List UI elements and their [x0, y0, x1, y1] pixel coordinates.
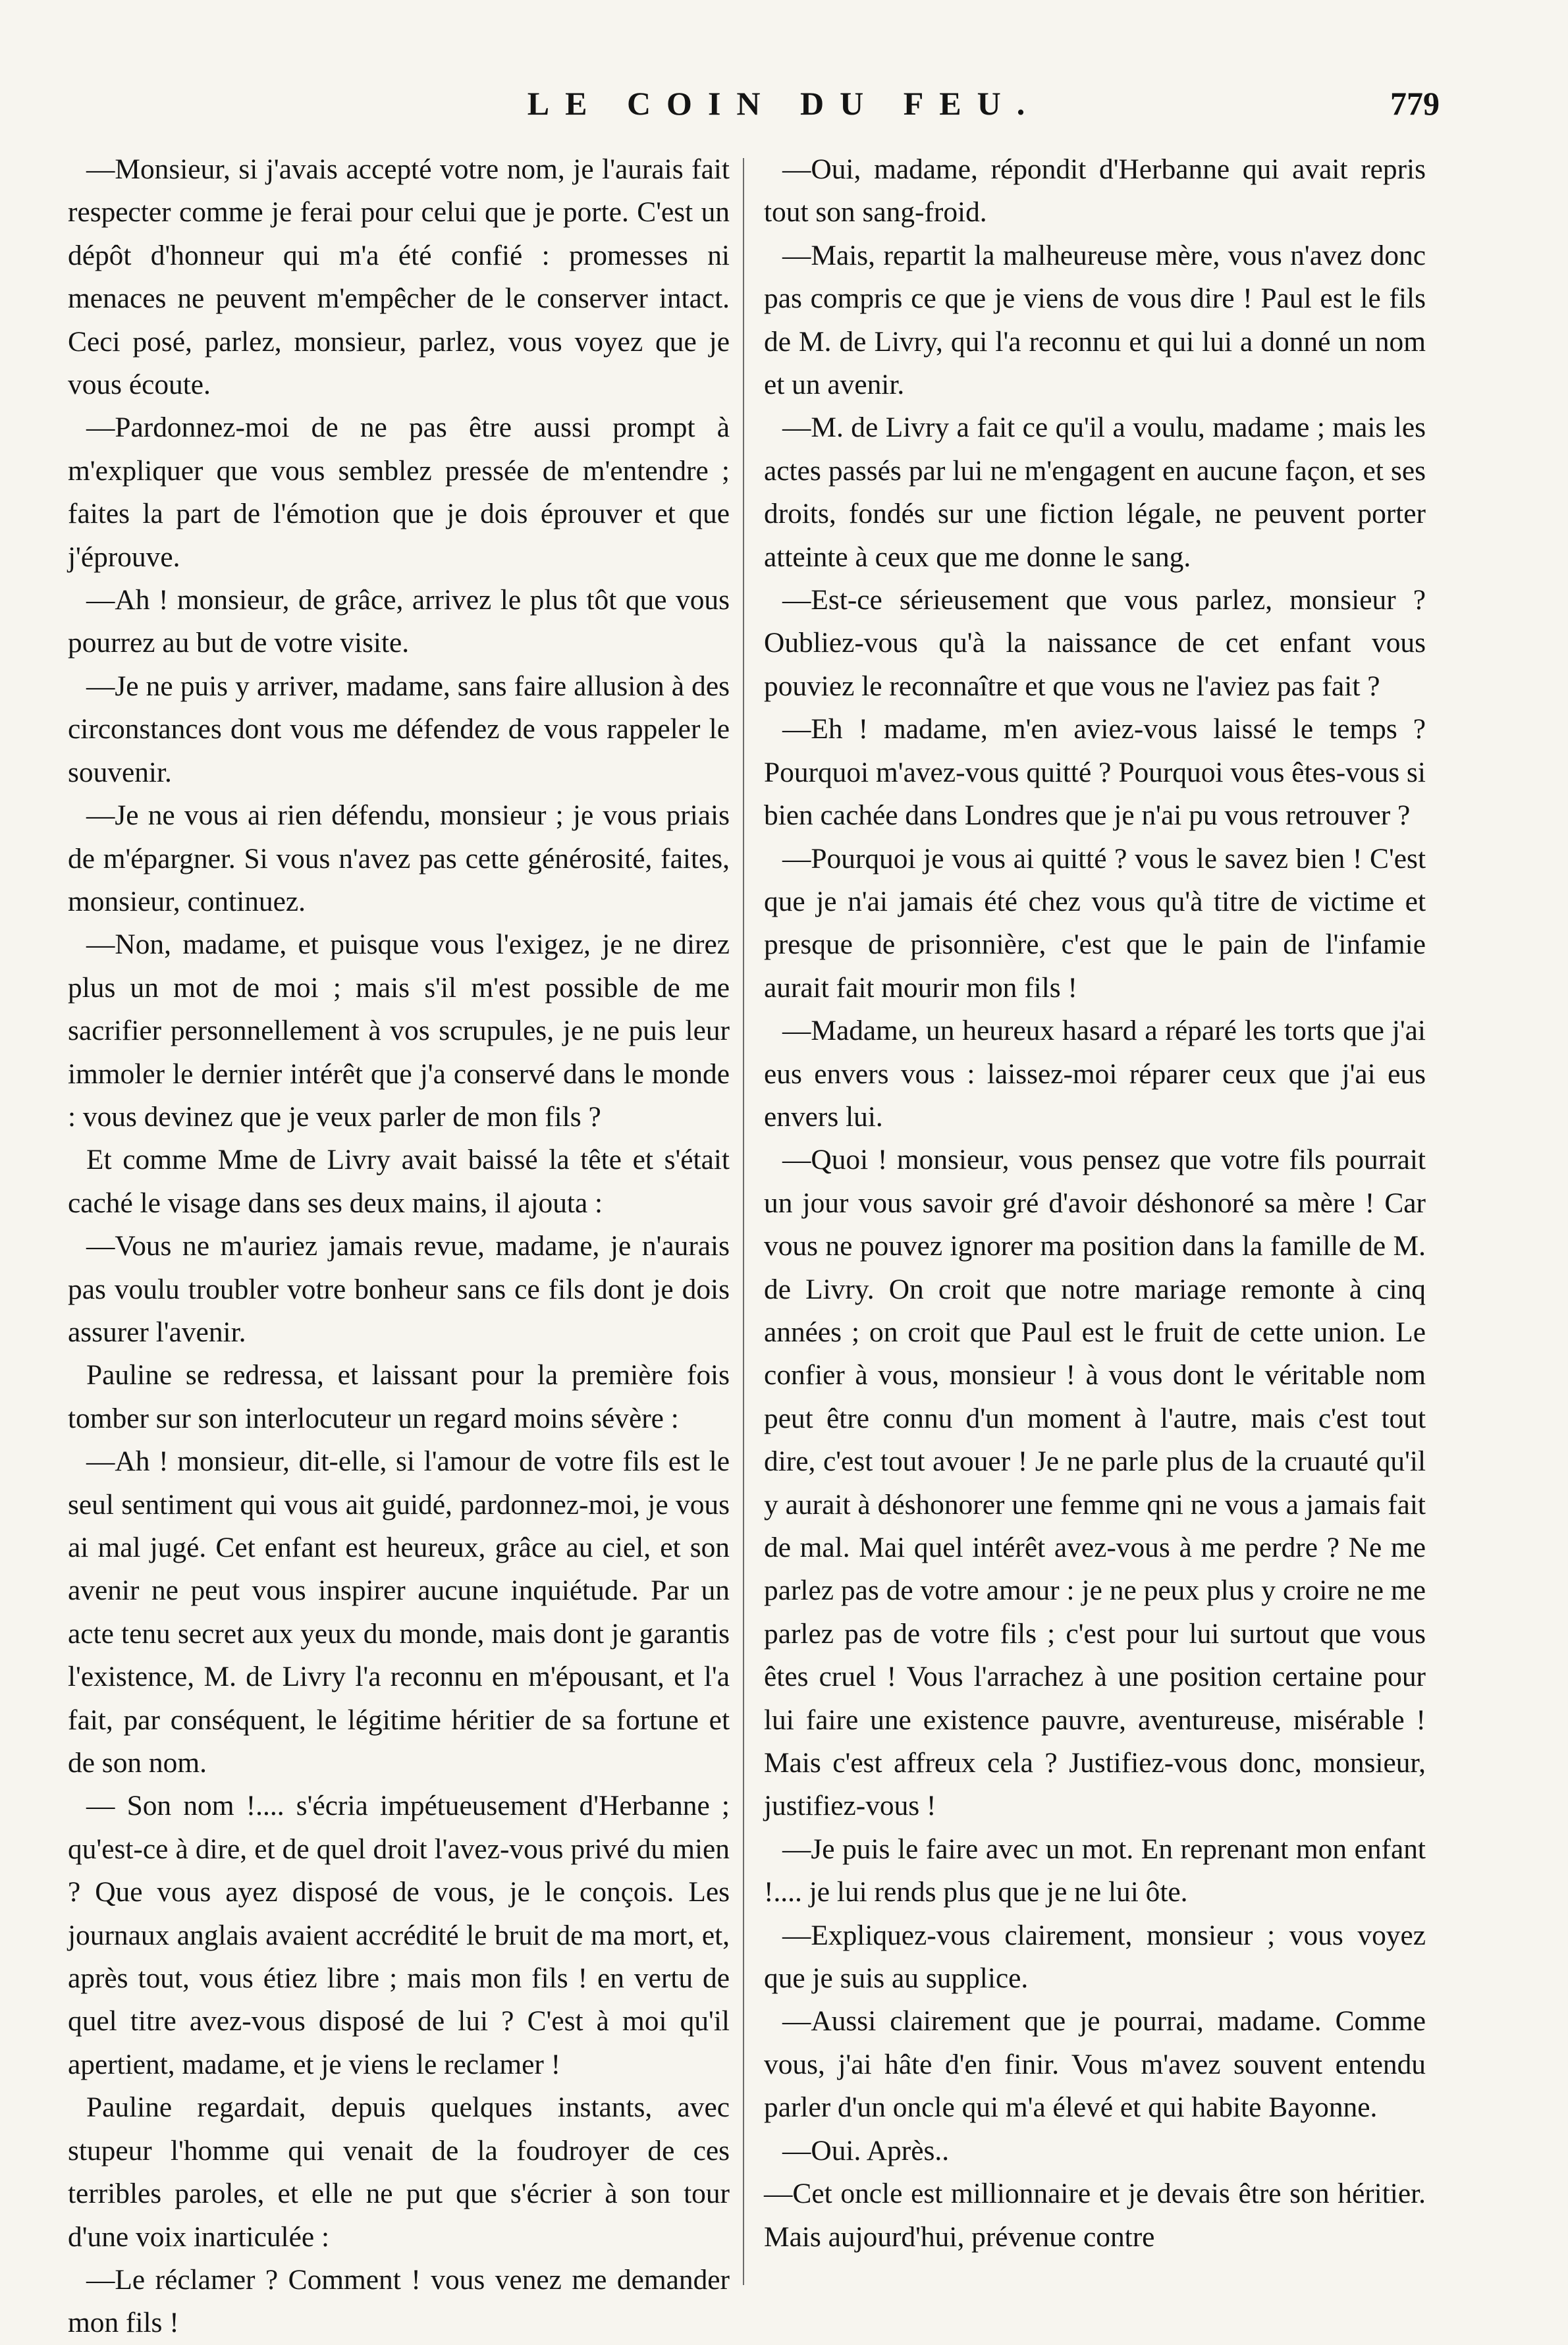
paragraph: Pauline regardait, depuis quelques instants, avec stupeur l'homme qui venait de la foudroyer de ces terribles paroles, et elle ne put que s'écrier à son tour d'une voix inarticulée : [68, 2091, 730, 2253]
paragraph: —Non, madame, et puisque vous l'exigez, je ne direz plus un mot de moi ; mais s'il m'est possible de me sacrifier personnellement à vos scrupules, je ne puis leur immoler le dernier intérêt que j'a conservé dans le monde : vous devinez que je veux parler de mon fils ? [68, 929, 730, 1133]
paragraph: —Le réclamer ? Comment ! vous venez me demander mon fils ! [68, 2263, 730, 2339]
paragraph: —Madame, un heureux hasard a réparé les torts que j'ai eus envers vous : laissez-moi réparer ceux que j'ai eus envers lui. [764, 1015, 1426, 1133]
paragraph: —Je puis le faire avec un mot. En reprenant mon enfant !.... je lui rends plus que je ne lui ôte. [764, 1833, 1426, 1908]
paragraph: —Ah ! monsieur, dit-elle, si l'amour de votre fils est le seul sentiment qui vous ait guidé, pardonnez-moi, je vous ai mal jugé. Cet enfant est heureux, grâce au ciel, et son avenir ne peut vous inspirer aucune inquiétude. Par un acte tenu secret aux yeux du monde, mais dont je garantis l'existence, M. de Livry l'a reconnu en m'épousant, et l'a fait, par conséquent, le légitime héritier de sa fortune et de son nom. [68, 1445, 730, 1779]
paragraph: —Je ne vous ai rien défendu, monsieur ; je vous priais de m'épargner. Si vous n'avez pas cette générosité, faites, monsieur, continuez. [68, 799, 730, 917]
paragraph: —Oui, madame, répondit d'Herbanne qui avait repris tout son sang-froid. [764, 153, 1426, 229]
running-title: LE COIN DU FEU. [527, 85, 1041, 122]
paragraph: —Quoi ! monsieur, vous pensez que votre fils pourrait un jour vous savoir gré d'avoir déshonoré sa mère ! Car vous ne pouvez ignorer ma position dans la famille de M. de Livry. On croit que notre mariage remonte à cinq années ; on croit que Paul est le fruit de cette union. Le confier à vous, monsieur ! à vous dont le véritable nom peut être connu d'un moment à l'autre, mais c'est tout dire, c'est tout avouer ! Je ne parle plus de la cruauté qu'il y aurait à déshonorer une femme qni ne vous a jamais fait de mal. Mai quel intérêt avez-vous à me perdre ? Ne me parlez pas de votre amour : je ne peux plus y croire ne me parlez pas de votre fils ; c'est pour lui surtout que vous êtes cruel ! Vous l'arrachez à une position certaine pour lui faire une existence pauvre, aventureuse, misérable ! Mais c'est affreux cela ? Justifiez-vous donc, monsieur, justifiez-vous ! [764, 1144, 1426, 1822]
paragraph: —Eh ! madame, m'en aviez-vous laissé le temps ? Pourquoi m'avez-vous quitté ? Pourquoi vous êtes-vous si bien cachée dans Londres que je n'ai pu vous retrouver ? [764, 713, 1426, 832]
paragraph: Et comme Mme de Livry avait baissé la tête et s'était caché le visage dans ses deux mains, il ajouta : [68, 1144, 730, 1219]
paragraph: —Expliquez-vous clairement, monsieur ; vous voyez que je suis au supplice. [764, 1919, 1426, 1995]
paragraph: —Pourquoi je vous ai quitté ? vous le savez bien ! C'est que je n'ai jamais été chez vous qu'à titre de victime et presque de prisonnière, c'est que le pain de l'infamie aurait fait mourir mon fils ! [764, 842, 1426, 1004]
paragraph: —Ah ! monsieur, de grâce, arrivez le plus tôt que vous pourrez au but de votre visite. [68, 584, 730, 659]
paragraph: —Oui. Après.. [782, 2134, 950, 2167]
page-number: 779 [1390, 85, 1440, 122]
running-head [0, 84, 1568, 144]
paragraph: —Monsieur, si j'avais accepté votre nom, je l'aurais fait respecter comme je ferai pour celui que je porte. C'est un dépôt d'honneur qui m'a été confié : promesses ni menaces ne peuvent m'empêcher de le conserver intact. Ceci posé, parlez, monsieur, parlez, vous voyez que je vous écoute. [68, 153, 730, 401]
paragraph: —Vous ne m'auriez jamais revue, madame, je n'aurais pas voulu troubler votre bonheur sans ce fils dont je dois assurer l'avenir. [68, 1230, 730, 1348]
paragraph: —Aussi clairement que je pourrai, madame. Comme vous, j'ai hâte d'en finir. Vous m'avez souvent entendu parler d'un oncle qui m'a élevé et qui habite Bayonne. [764, 2005, 1426, 2124]
column-divider [743, 158, 744, 2285]
paragraph: Pauline se redressa, et laissant pour la première fois tomber sur son interlocuteur un regard moins sévère : [68, 1359, 730, 1434]
paragraph: —Je ne puis y arriver, madame, sans faire allusion à des circonstances dont vous me défendez de vous rappeler le souvenir. [68, 670, 730, 788]
left-column [68, 148, 730, 2339]
paragraph: —M. de Livry a fait ce qu'il a voulu, madame ; mais les actes passés par lui ne m'engagent en aucune façon, et ses droits, fondés sur une fiction légale, ne peuvent porter atteinte à ceux que me donne le sang. [764, 412, 1426, 573]
paragraph: —Mais, repartit la malheureuse mère, vous n'avez donc pas compris ce que je viens de vous dire ! Paul est le fils de M. de Livry, qui l'a reconnu et qui lui a donné un nom et un avenir. [764, 239, 1426, 401]
right-column [764, 148, 1426, 2255]
paragraph: —Pardonnez-moi de ne pas être aussi prompt à m'expliquer que vous semblez pressée de m'entendre ; faites la part de l'émotion que je dois éprouver et que j'éprouve. [68, 412, 730, 573]
paragraph: — Son nom !.... s'écria impétueusement d'Herbanne ; qu'est-ce à dire, et de quel droit l'avez-vous privé du mien ? Que vous ayez disposé de vous, je le conçois. Les journaux anglais avaient accrédité le bruit de ma mort, et, après tout, vous étiez libre ; mais mon fils ! en vertu de quel titre avez-vous disposé de lui ? C'est à moi qu'il apertient, madame, et je viens le reclamer ! [68, 1790, 730, 2080]
paragraph: —Est-ce sérieusement que vous parlez, monsieur ? Oubliez-vous qu'à la naissance de cet enfant vous pouviez le reconnaître et que vous ne l'aviez pas fait ? [764, 584, 1426, 702]
paragraph: —Cet oncle est millionnaire et je devais être son héritier. Mais aujourd'hui, prévenue contre [764, 2178, 1426, 2253]
